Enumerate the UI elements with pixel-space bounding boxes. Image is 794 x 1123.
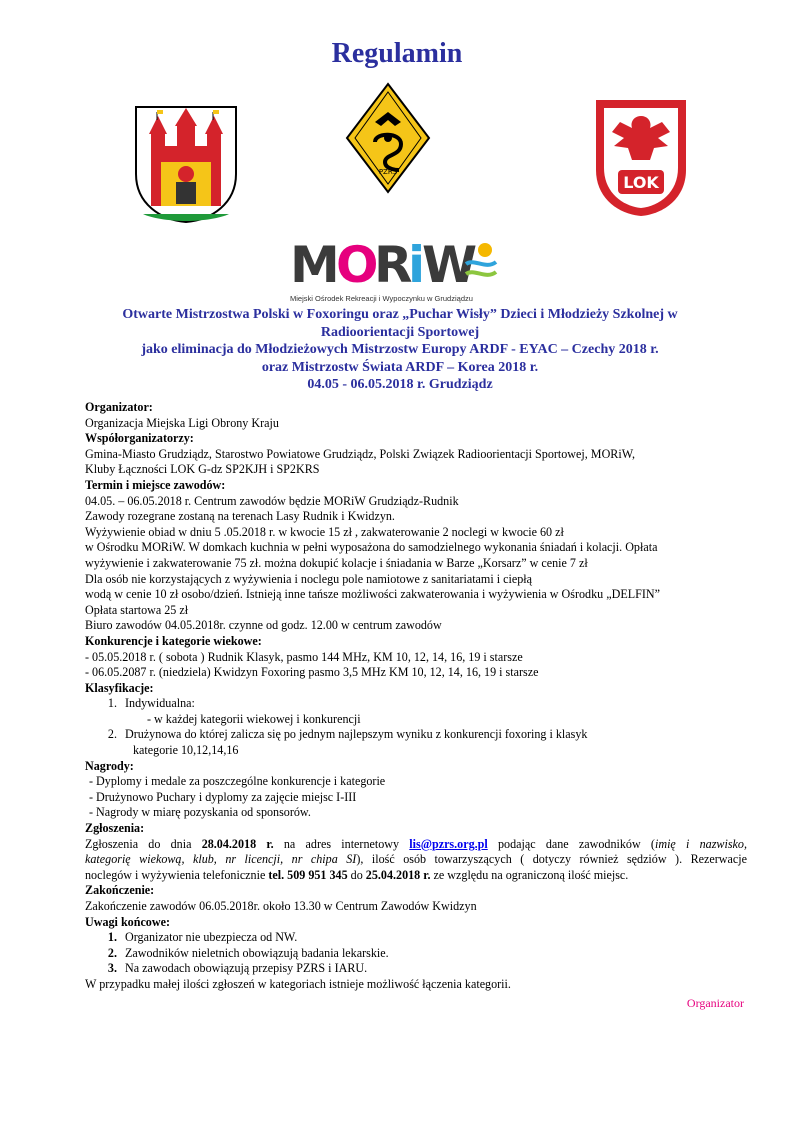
closing-note: W przypadku małej ilości zgłoszeń w kategoriach istnieje możliwość łączenia kategorii.	[85, 976, 511, 991]
registration-text: do	[347, 867, 366, 882]
organizer-label: Organizator:	[85, 400, 153, 414]
heading-line: 04.05 - 06.05.2018 r. Grudziądz	[307, 377, 493, 392]
registration-text: ), ilość osób towarzyszących ( dotyczy również sędziów ). Rezerwacje	[356, 852, 747, 867]
awards-line: - Nagrody w miarę pozyskania od sponsorów.	[89, 805, 311, 820]
competitions-label: Konkurencje i kategorie wiekowe:	[85, 633, 262, 648]
venue-line: Zawody rozegrane zostaną na terenach Lasy Rudnik i Kwidzyn.	[85, 509, 395, 524]
venue-label: Termin i miejsce zawodów:	[85, 477, 226, 492]
registration-line	[85, 852, 747, 868]
heading-line: Otwarte Mistrzostwa Polski w Foxoringu oraz „Puchar Wisły” Dzieci i Młodzieży Szkolnej w	[122, 307, 678, 322]
moriw-letter-m: M	[290, 236, 340, 294]
registration-line	[85, 837, 747, 853]
coorganizers-line: Kluby Łączności LOK G-dz SP2KJH i SP2KRS	[85, 462, 320, 477]
registration-italic: kategorię wiekową, klub, nr licencji, nr chipa SI	[85, 852, 357, 867]
competitions-line: - 06.05.2087 r. (niedziela) Kwidzyn Foxoring pasmo 3,5 MHz KM 10, 12, 14, 16, 19 i starsze	[85, 665, 539, 680]
wave-icon	[466, 262, 496, 265]
page-title: Regulamin	[331, 38, 463, 69]
venue-line: Dla osób nie korzystających z wyżywienia i noclegu pole namiotowe z sanitariatami i ciepłą	[85, 571, 532, 586]
list-number: 2.	[107, 945, 117, 960]
registration-text: Zgłoszenia do dnia	[85, 836, 202, 851]
grudziadz-coat-of-arms-logo	[133, 104, 239, 224]
venue-line: wodą w cenie 10 zł osobo/dzień. Istnieją inne tańsze możliwości zakwaterowania i wyżywienia w Ośrodku „DELFIN”	[85, 587, 660, 602]
final-notes-label: Uwagi końcowe:	[85, 914, 170, 929]
venue-line: Biuro zawodów 04.05.2018r. czynne od godz. 12.00 w centrum zawodów	[85, 618, 442, 633]
registration-text: na adres internetowy	[273, 836, 410, 851]
heading-line: oraz Mistrzostw Świata ARDF – Korea 2018 r.	[261, 359, 539, 375]
list-number: 1.	[107, 930, 117, 945]
lok-shield-logo	[594, 98, 688, 218]
registration-text: ze względu na ograniczoną ilość miejsc.	[430, 867, 629, 882]
final-note-item: Organizator nie ubezpiecza od NW.	[125, 930, 298, 945]
classification-item: Indywidualna:	[125, 696, 195, 711]
event-heading	[80, 306, 720, 394]
svg-text:PZRS: PZRS	[378, 168, 398, 176]
registration-text: podając dane zawodników (	[487, 836, 655, 851]
moriw-letter-i: i	[408, 236, 426, 294]
registration-label: Zgłoszenia:	[85, 821, 145, 836]
registration-text: noclegów i wyżywienia telefonicznie	[85, 867, 269, 882]
classification-item: Drużynowa do której zalicza się po jednym najlepszym wyniku z konkurencji foxoring i klasyk	[125, 727, 588, 742]
heading-line: jako eliminacja do Młodzieżowych Mistrzostw Europy ARDF - EYAC – Czechy 2018 r.	[141, 342, 659, 357]
registration-line	[85, 868, 747, 884]
moriw-subtitle: Miejski Ośrodek Rekreacji i Wypoczynku w Grudziądzu	[290, 294, 473, 303]
lok-text: LOK	[623, 173, 659, 192]
awards-line: - Dyplomy i medale za poszczególne konkurencje i kategorie	[89, 774, 386, 789]
registration-deadline: 28.04.2018 r.	[201, 836, 274, 851]
heading-line: Radioorientacji Sportowej	[320, 324, 480, 340]
signature: Organizator	[686, 996, 744, 1010]
venue-line: w Ośrodku MORiW. W domkach kuchnia w pełni wyposażona do samodzielnego wykonania śniadań i kolacji. Opłata	[85, 540, 658, 555]
reservation-deadline: 25.04.2018 r.	[365, 867, 431, 882]
venue-line: wyżywienie i zakwaterowanie 75 zł. można dokupić kolacje i śniadania w Barze „Korsarz” w cenie 7 zł	[85, 555, 588, 570]
coorganizers-line: Gmina-Miasto Grudziądz, Starostwo Powiatowe Grudziądz, Polski Związek Radioorientacji Sportowej, MORiW,	[85, 446, 636, 461]
moriw-logo	[290, 236, 510, 294]
venue-line: Wyżywienie obiad w dniu 5 .05.2018 r. w kwocie 15 zł , zakwaterowanie 2 noclegi w kwocie 60 zł	[85, 524, 564, 539]
competitions-line: - 05.05.2018 r. ( sobota ) Rudnik Klasyk, pasmo 144 MHz, KM 10, 12, 14, 16, 19 i starsze	[85, 649, 523, 664]
ending-line: Zakończenie zawodów 06.05.2018r. około 13.30 w Centrum Zawodów Kwidzyn	[85, 899, 477, 913]
sun-icon	[478, 243, 492, 257]
classification-subitem: - w każdej kategorii wiekowej i konkurencji	[147, 711, 361, 726]
list-number: 2.	[107, 727, 117, 742]
list-number: 1.	[107, 696, 117, 711]
final-note-item: Zawodników nieletnich obowiązują badania lekarskie.	[125, 945, 389, 960]
moriw-letter-w: W	[422, 236, 478, 294]
ending-label: Zakończenie:	[85, 883, 155, 898]
list-number: 3.	[107, 961, 117, 976]
phone-number: tel. 509 951 345	[268, 867, 348, 882]
awards-label: Nagrody:	[85, 758, 134, 773]
email-link[interactable]: lis@pzrs.org.pl	[409, 836, 488, 851]
moriw-letter-r: R	[374, 236, 413, 294]
regulation-body	[85, 400, 747, 993]
classification-label: Klasyfikacje:	[85, 680, 154, 695]
venue-line: 04.05. – 06.05.2018 r. Centrum zawodów będzie MORiW Grudziądz-Rudnik	[85, 493, 459, 508]
coorganizers-label: Współorganizatorzy:	[85, 431, 194, 446]
classification-item-cont: kategorie 10,12,14,16	[133, 743, 239, 758]
venue-line: Opłata startowa 25 zł	[85, 602, 189, 617]
pzrs-emblem-logo	[345, 82, 431, 194]
organizer-value: Organizacja Miejska Ligi Obrony Kraju	[85, 415, 279, 430]
final-note-item: Na zawodach obowiązują przepisy PZRS i IARU.	[125, 961, 368, 976]
moriw-letter-o: O	[336, 236, 379, 294]
awards-line: - Drużynowo Puchary i dyplomy za zajęcie miejsc I-III	[89, 789, 357, 804]
registration-italic: imię i nazwisko,	[654, 836, 747, 851]
